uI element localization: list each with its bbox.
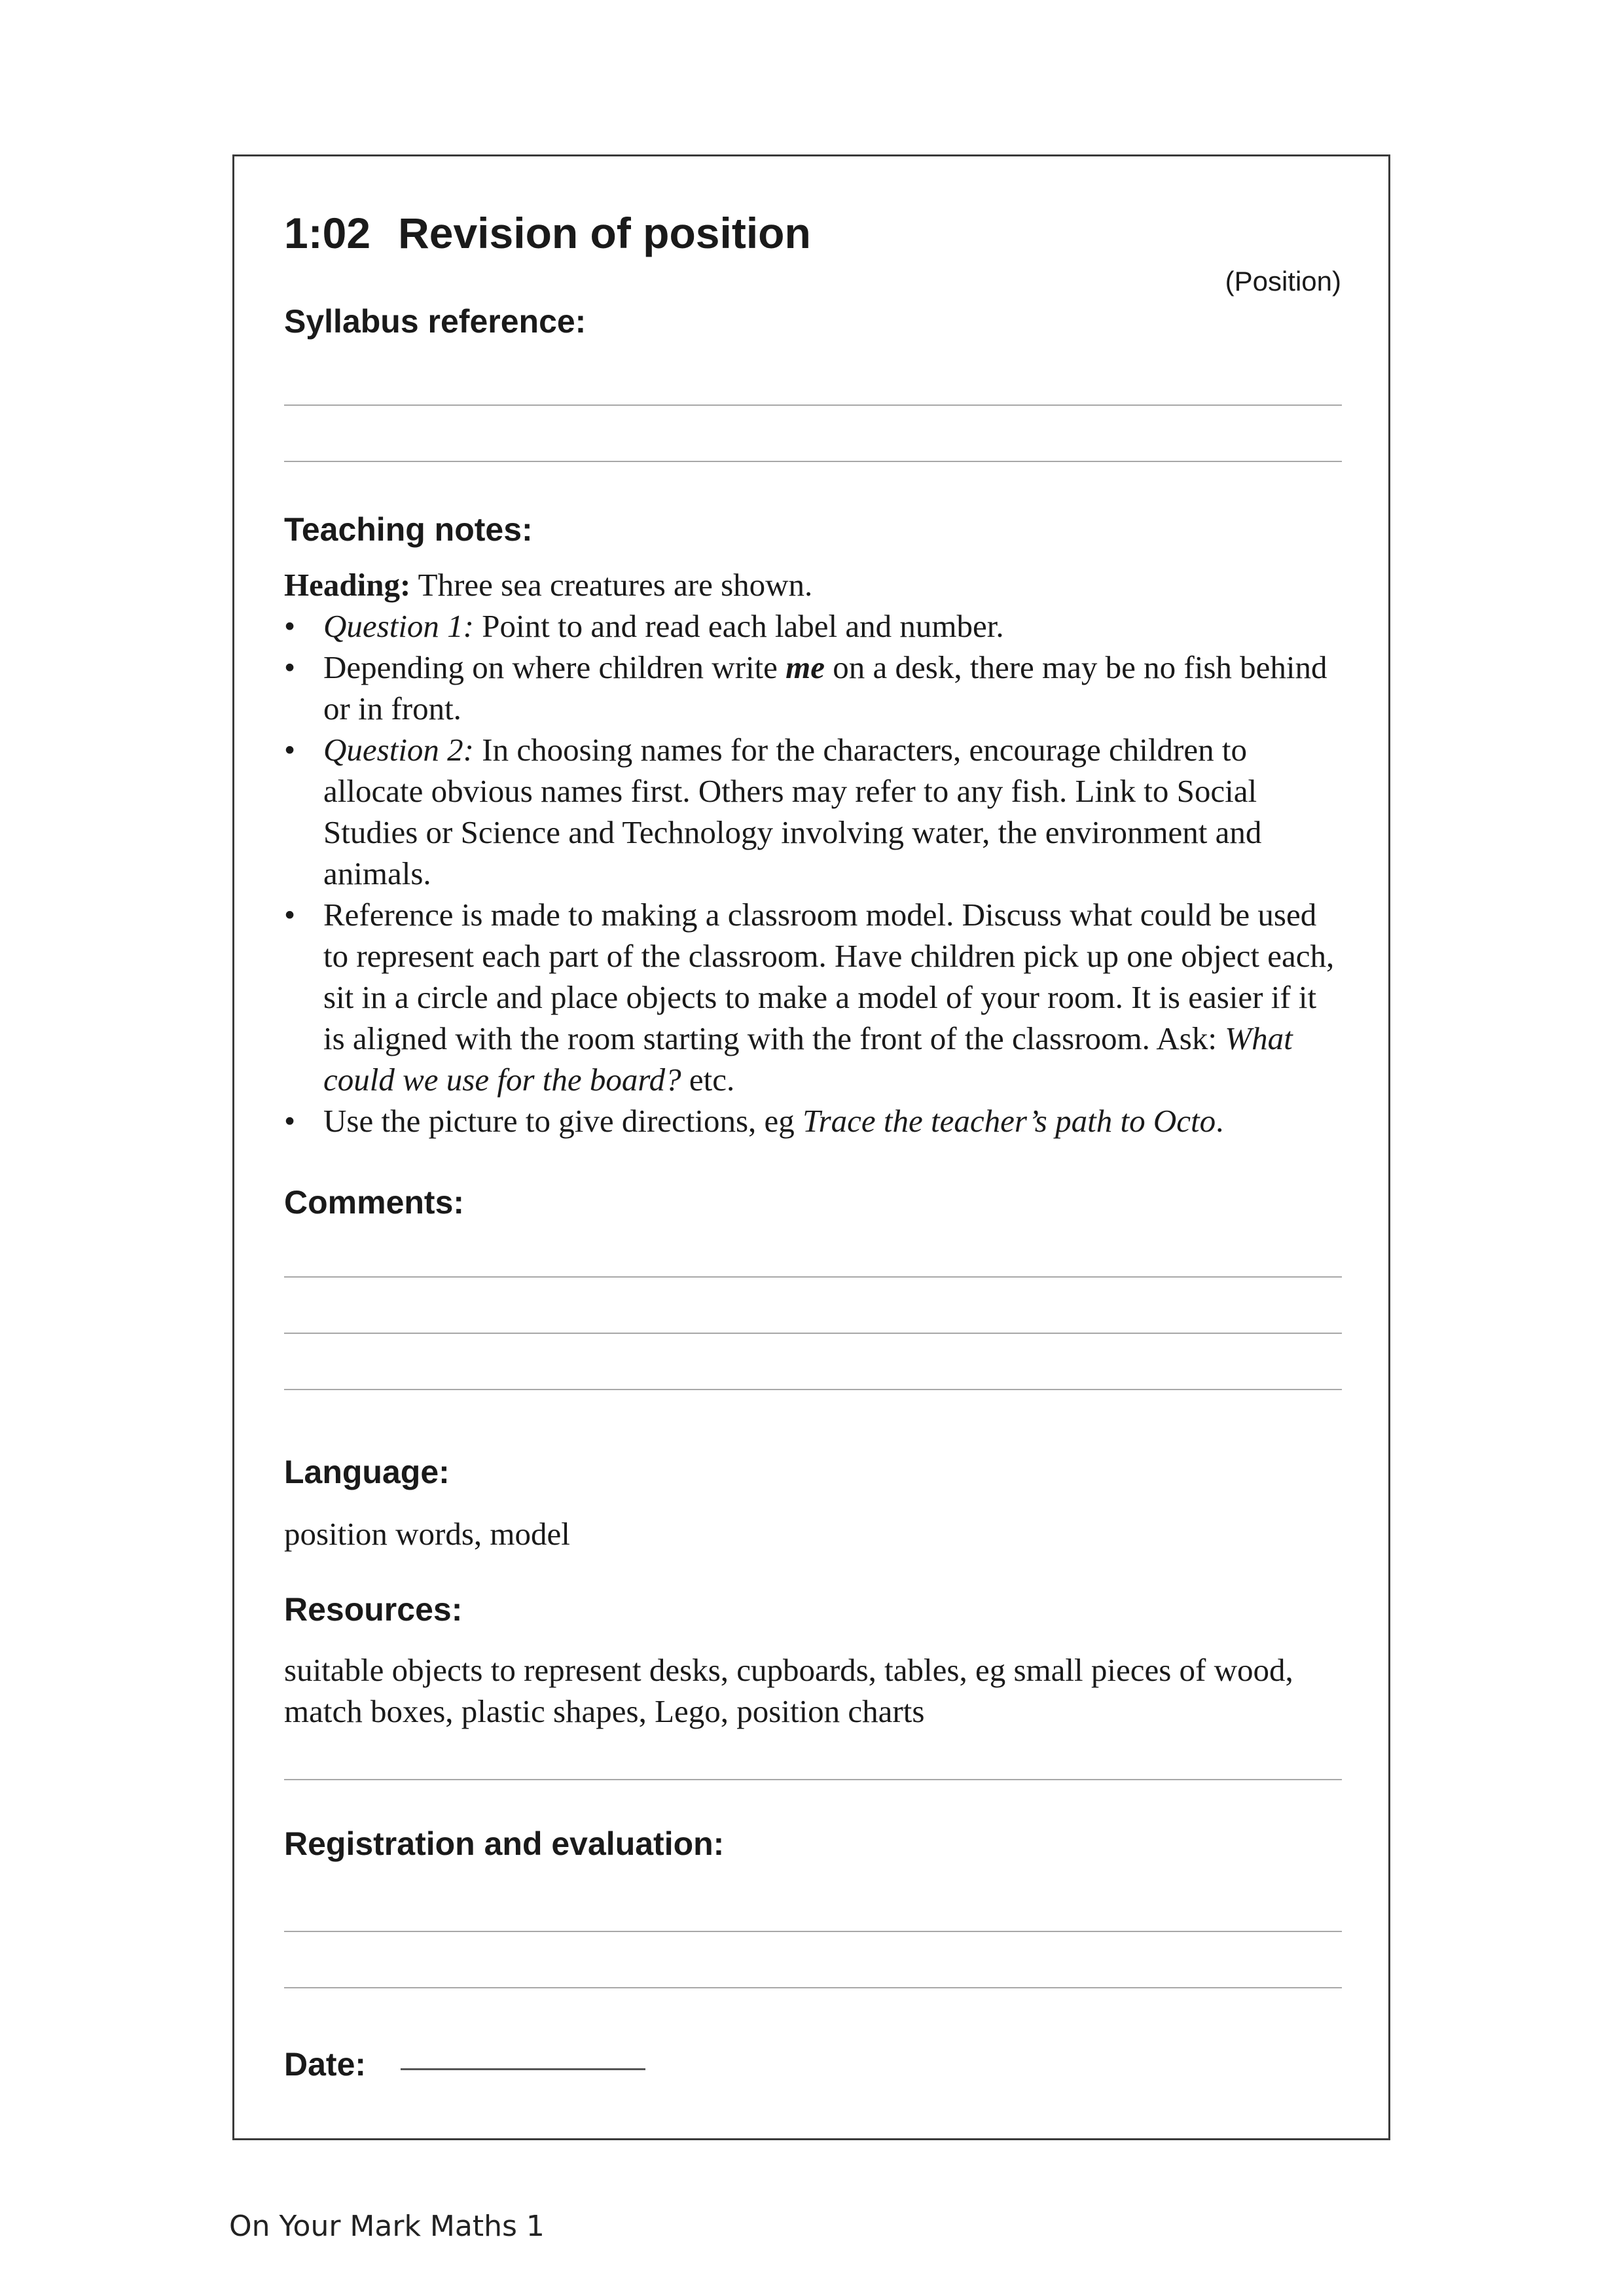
item-text: etc. (681, 1062, 735, 1098)
emphasis-word: me (785, 649, 825, 685)
item-text: Reference is made to making a classroom model. Discuss what could be used to represent each part of the classroom. Have children pick up one object each, sit in a circle and place objects to make a model of your room. It is easier if it is aligned with the room starting with the front of the classroom. Ask: (323, 897, 1335, 1056)
footer-text: On Your Mark Maths 1 (229, 2210, 545, 2243)
teaching-notes-heading: Teaching notes: (284, 511, 533, 548)
comments-line-3[interactable] (284, 1389, 1342, 1390)
list-item (284, 605, 1344, 647)
registration-line-1[interactable] (284, 1931, 1342, 1932)
list-item (284, 647, 1344, 729)
intro-text: Three sea creatures are shown. (410, 567, 813, 603)
bullet: • (284, 608, 296, 644)
item-text: . (1216, 1103, 1224, 1139)
date-heading: Date: (284, 2046, 367, 2083)
registration-heading: Registration and evaluation: (284, 1825, 725, 1862)
list-item (284, 894, 1344, 1100)
question-label: Question 2: (323, 732, 474, 768)
list-item (284, 729, 1344, 894)
item-text: on a desk, there may be no fish behind or in front. (323, 649, 1327, 726)
teaching-notes (284, 564, 1344, 1141)
intro-label: Heading: (284, 567, 411, 603)
syllabus-heading: Syllabus reference: (284, 303, 586, 340)
syllabus-line-1[interactable] (284, 404, 1342, 406)
example-text: Trace the teacher’s path to Octo (803, 1103, 1216, 1139)
bullet: • (284, 732, 296, 768)
page-title (284, 208, 811, 258)
resources-heading: Resources: (284, 1591, 463, 1628)
question-label: Question 1: (323, 608, 474, 644)
item-text: Use the picture to give directions, eg (323, 1103, 803, 1139)
topic-label: (Position) (1225, 266, 1341, 296)
date-line[interactable] (401, 2068, 645, 2070)
list-item (284, 1100, 1344, 1141)
question-text: What could we use for the board? (323, 1020, 1293, 1098)
lesson-number: 1:02 (284, 209, 371, 257)
comments-line-1[interactable] (284, 1276, 1342, 1278)
resources-text: suitable objects to represent desks, cupboards, tables, eg small pieces of wood, match boxes, plastic shapes, Lego, position charts (284, 1652, 1293, 1729)
resources-line[interactable] (284, 1779, 1342, 1780)
notes-list (284, 605, 1344, 1141)
item-text: Depending on where children write (323, 649, 786, 685)
bullet: • (284, 649, 296, 685)
registration-line-2[interactable] (284, 1987, 1342, 1988)
item-text: Point to and read each label and number. (474, 608, 1004, 644)
syllabus-line-2[interactable] (284, 461, 1342, 462)
comments-heading: Comments: (284, 1184, 465, 1221)
bullet: • (284, 1103, 296, 1139)
language-text: position words, model (284, 1516, 570, 1552)
item-text: In choosing names for the characters, encourage children to allocate obvious names first. Others may refer to any fish. Link to Social Studies or Science and Technology involving water, the environment and animals. (323, 732, 1262, 891)
bullet: • (284, 897, 296, 933)
notes-intro (284, 564, 1344, 605)
comments-line-2[interactable] (284, 1333, 1342, 1334)
language-heading: Language: (284, 1454, 450, 1490)
lesson-title: Revision of position (398, 209, 811, 257)
